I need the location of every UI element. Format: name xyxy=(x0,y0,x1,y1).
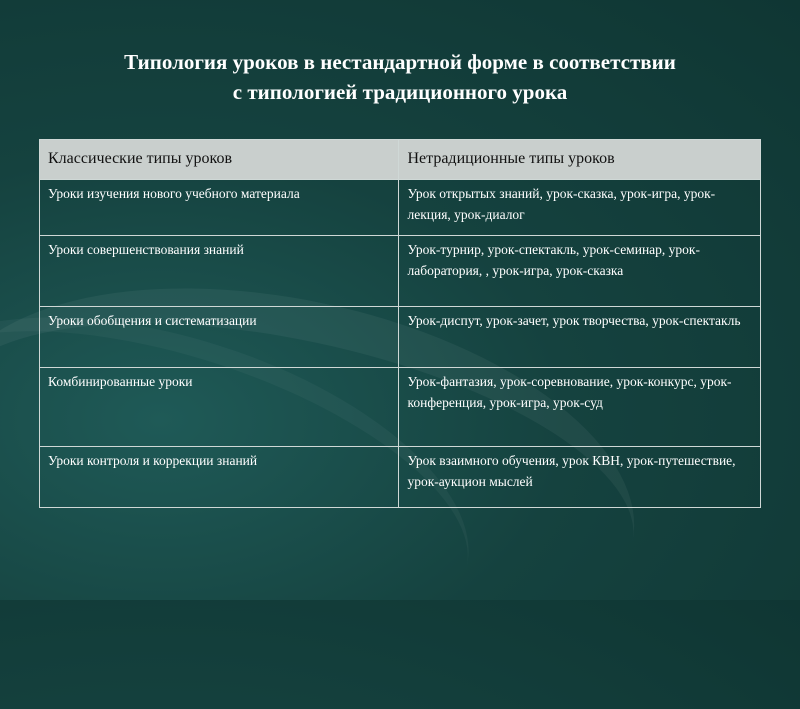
slide-title xyxy=(40,47,760,107)
table-row xyxy=(40,307,761,368)
classic-type-cell: Уроки обобщения и систематизации xyxy=(40,307,399,368)
classic-type-cell: Комбинированные уроки xyxy=(40,368,399,447)
nontraditional-type-cell: Урок-диспут, урок-зачет, урок творчества, урок-спектакль xyxy=(399,307,761,368)
table-header-row xyxy=(40,140,761,180)
nontraditional-type-cell: Урок-фантазия, урок-соревнование, урок-конкурс, урок-конференция, урок-игра, урок-суд xyxy=(399,368,761,447)
classic-type-cell: Уроки изучения нового учебного материала xyxy=(40,180,399,236)
header-nontraditional-types: Нетрадиционные типы уроков xyxy=(399,140,761,180)
slide-title-line-1: Типология уроков в нестандартной форме в соответствии xyxy=(124,50,676,74)
lesson-types-table xyxy=(39,139,761,508)
classic-type-cell: Уроки совершенствования знаний xyxy=(40,236,399,307)
slide-title-line-2: с типологией традиционного урока xyxy=(232,80,568,104)
nontraditional-type-cell: Урок-турнир, урок-спектакль, урок-семинар, урок-лаборатория, , урок-игра, урок-сказка xyxy=(399,236,761,307)
table-row xyxy=(40,447,761,508)
table-row xyxy=(40,180,761,236)
classic-type-cell: Уроки контроля и коррекции знаний xyxy=(40,447,399,508)
table-row xyxy=(40,368,761,447)
table-row xyxy=(40,236,761,307)
nontraditional-type-cell: Урок открытых знаний, урок-сказка, урок-игра, урок-лекция, урок-диалог xyxy=(399,180,761,236)
header-classic-types: Классические типы уроков xyxy=(40,140,399,180)
nontraditional-type-cell: Урок взаимного обучения, урок КВН, урок-путешествие, урок-аукцион мыслей xyxy=(399,447,761,508)
